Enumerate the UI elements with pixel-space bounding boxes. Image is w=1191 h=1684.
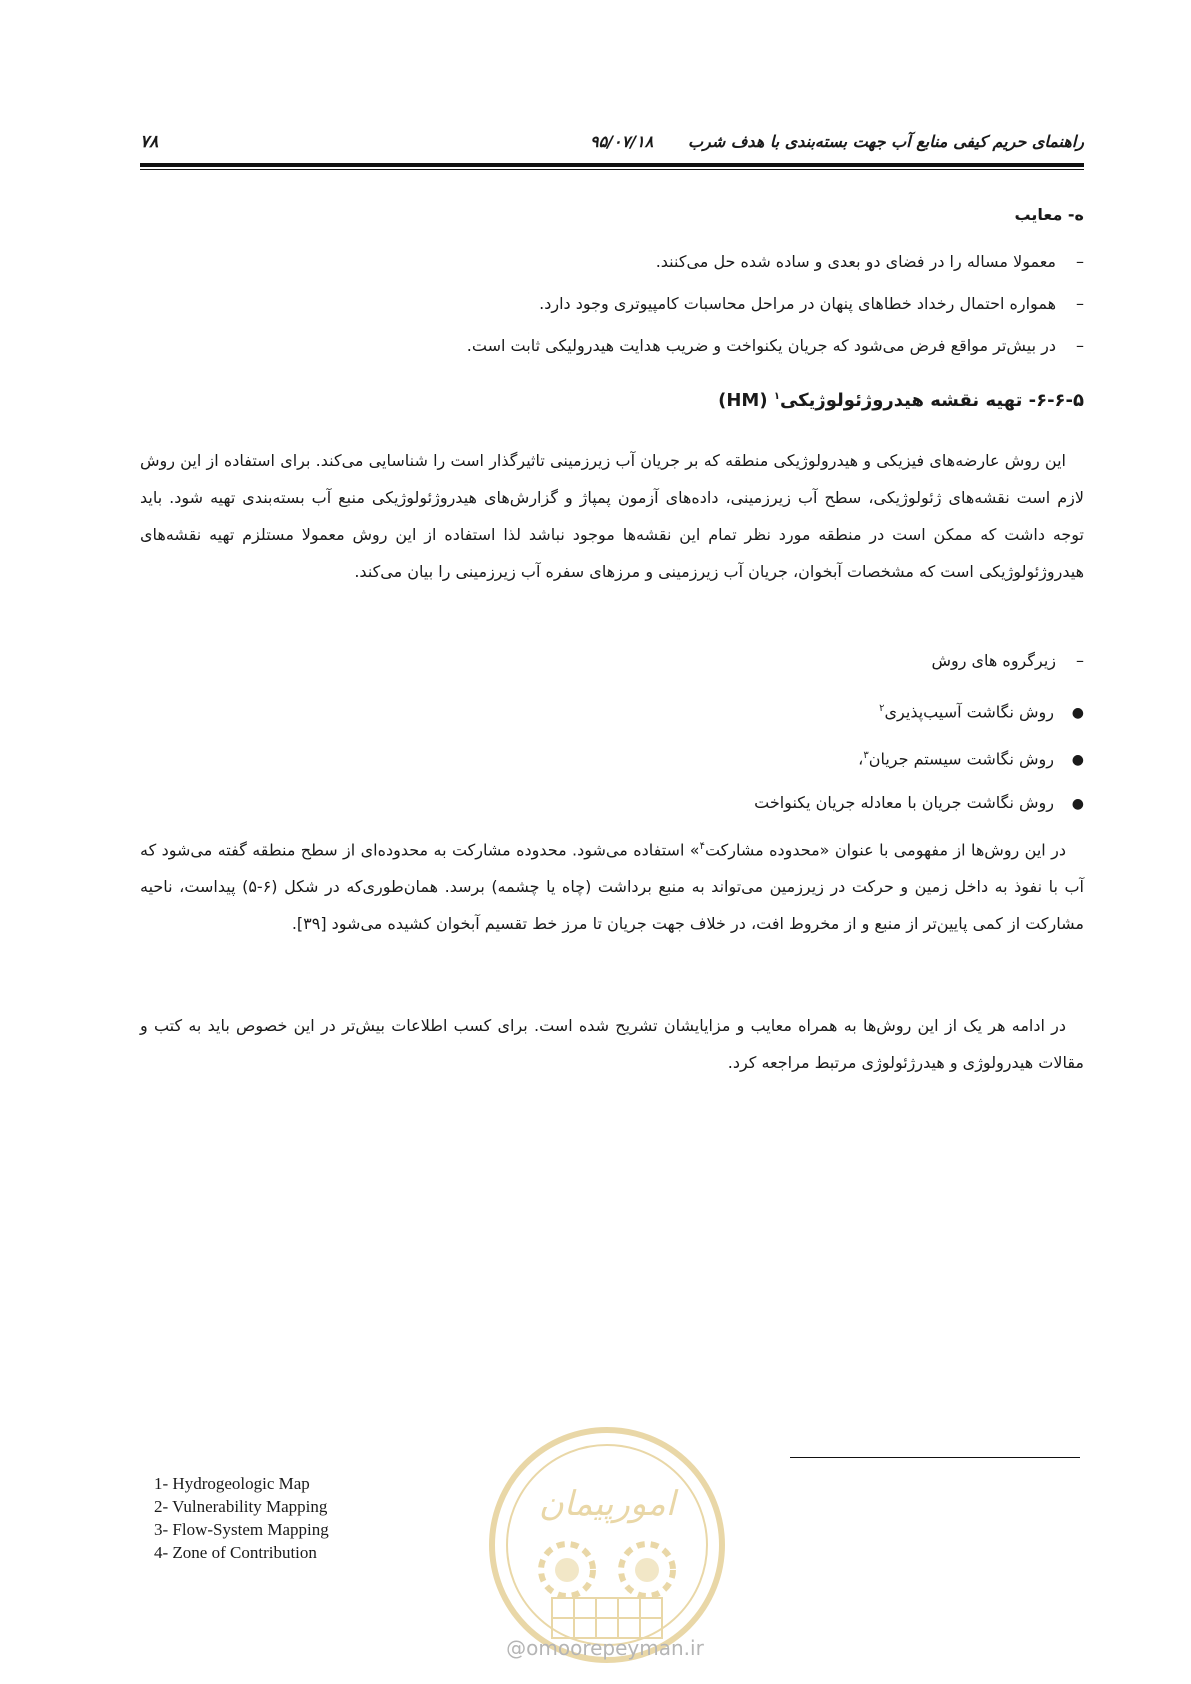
header-title: راهنمای حریم کیفی منابع آب جهت بسته‌بندی با هدف شرب [687,132,1084,151]
paragraph-2 [140,828,1084,942]
paragraph-2-part-1: در این روش‌ها از مفهومی با عنوان «محدوده مشارکت [704,840,1066,860]
footnote-rule [790,1457,1080,1458]
header-date: ۹۵/۰۷/۱۸ [590,132,654,151]
disadvantage-text: معمولا مساله را در فضای دو بعدی و ساده شده حل می‌کنند. [655,252,1056,271]
paragraph-3 [140,1007,1084,1081]
footnote-4: 4- Zone of Contribution [154,1543,317,1562]
watermark-url: @omoorepeyman.ir [506,1636,704,1660]
disadvantage-text: همواره احتمال رخداد خطاهای پنهان در مراحل محاسبات کامپیوتری وجود دارد. [539,294,1056,313]
paragraph-1 [140,442,1084,590]
footnote-2: 2- Vulnerability Mapping [154,1497,328,1516]
header-rule-thin [140,169,1084,170]
paragraph-3-text: در ادامه هر یک از این روش‌ها به همراه معایب و مزایایشان تشریح شده است. برای کسب اطلاعات بیش‌تر در این خصوص باید به کتب و مقالات هیدرولوژی و هیدرژئولوژی مرتبط مراجعه کرد. [140,1016,1084,1072]
watermark-logo [482,1420,732,1670]
bullet-dot: ● [1071,796,1084,812]
disadvantages-title: ه- معایب [1014,205,1084,224]
bullet-text: روش نگاشت سیستم جریان [868,749,1054,769]
footnote-1: 1- Hydrogeologic Map [154,1474,310,1493]
dash-mark: – [1076,336,1084,355]
bullet-text: روش نگاشت جریان با معادله جریان یکنواخت [754,793,1054,812]
section-abbr: (HM) [718,390,768,411]
method-bullet-2 [140,744,1084,772]
footnote-ref: ۱ [773,391,780,402]
header-rule-thick [140,163,1084,167]
subgroup-label [140,649,1084,673]
page-header [140,126,1084,164]
method-bullet-3 [140,791,1084,816]
disadvantage-text: در بیش‌تر مواقع فرض می‌شود که جریان یکنواخت و ضریب هدایت هیدرولیکی ثابت است. [466,336,1056,355]
paragraph-2-part-2: » استفاده می‌شود. محدوده مشارکت به محدوده‌ای از سطح منطقه گفته می‌شود که آب با نفوذ به داخل زمین و حرکت در زیرزمین می‌تواند به منبع برداشت (چاه یا چشمه) برسد. همان‌طوری‌که در شکل (۶-۵) پیداست، ناحیه مشارکت از کمی پایین‌تر از منبع و از مخروط افت، در خلاف جهت جریان تا مرز خط تقسیم آبخوان کشیده می‌شود [۳۹]. [140,840,1084,934]
bullet-dot: ● [1071,752,1084,769]
disadvantage-item-2 [140,292,1084,316]
disadvantage-item-1 [140,250,1084,274]
footnote-3: 3- Flow-System Mapping [154,1520,329,1539]
subgroup-label-text: زیرگروه های روش [931,651,1056,670]
disadvantage-item-3 [140,334,1084,358]
page-number: ۷۸ [140,132,159,152]
dash-mark: – [1076,294,1084,313]
grid-icon [552,1598,662,1638]
disadvantages-heading [140,205,1084,224]
section-heading [140,390,1084,411]
footnotes [154,1472,474,1564]
paragraph-2-text [140,828,1084,942]
method-bullet-1 [140,697,1084,725]
bullet-dot: ● [1071,705,1084,722]
footnote-ref: ۴ [699,841,705,852]
gear-icon [541,1544,593,1596]
footnote-ref: ۳ [863,750,869,761]
dash-mark: – [1076,252,1084,271]
bullet-suffix: ، [858,749,864,769]
watermark-logo-text: امورپیمان [538,1484,676,1524]
gear-icon [621,1544,673,1596]
section-title: ۶-۶-۵- تهیه نقشه هیدروژئولوژیکی [779,390,1084,411]
paragraph-1-text: این روش عارضه‌های فیزیکی و هیدرولوژیکی منطقه که بر جریان آب زیرزمینی تاثیرگذار است را شناسایی می‌کند. برای استفاده از این روش لازم است نقشه‌های ژئولوژیکی، سطح آب زیرزمینی، داده‌های آزمون پمپاژ و گزارش‌های هیدروژئولوژیکی منبع آب بسته‌بندی تهیه شود. باید توجه داشت که ممکن است در منطقه مورد نظر تمام این نقشه‌ها موجود نباشد لذا استفاده از این روش معمولا مستلزم تهیه نقشه‌های هیدروژئولوژیکی است که مشخصات آبخوان، جریان آب زیرزمینی و مرزهای سفره آب زیرزمینی را بیان می‌کند. [140,451,1084,581]
bullet-text: روش نگاشت آسیب‌پذیری [884,702,1054,722]
dash-mark: – [1076,651,1084,670]
footnote-ref: ۲ [879,703,885,714]
